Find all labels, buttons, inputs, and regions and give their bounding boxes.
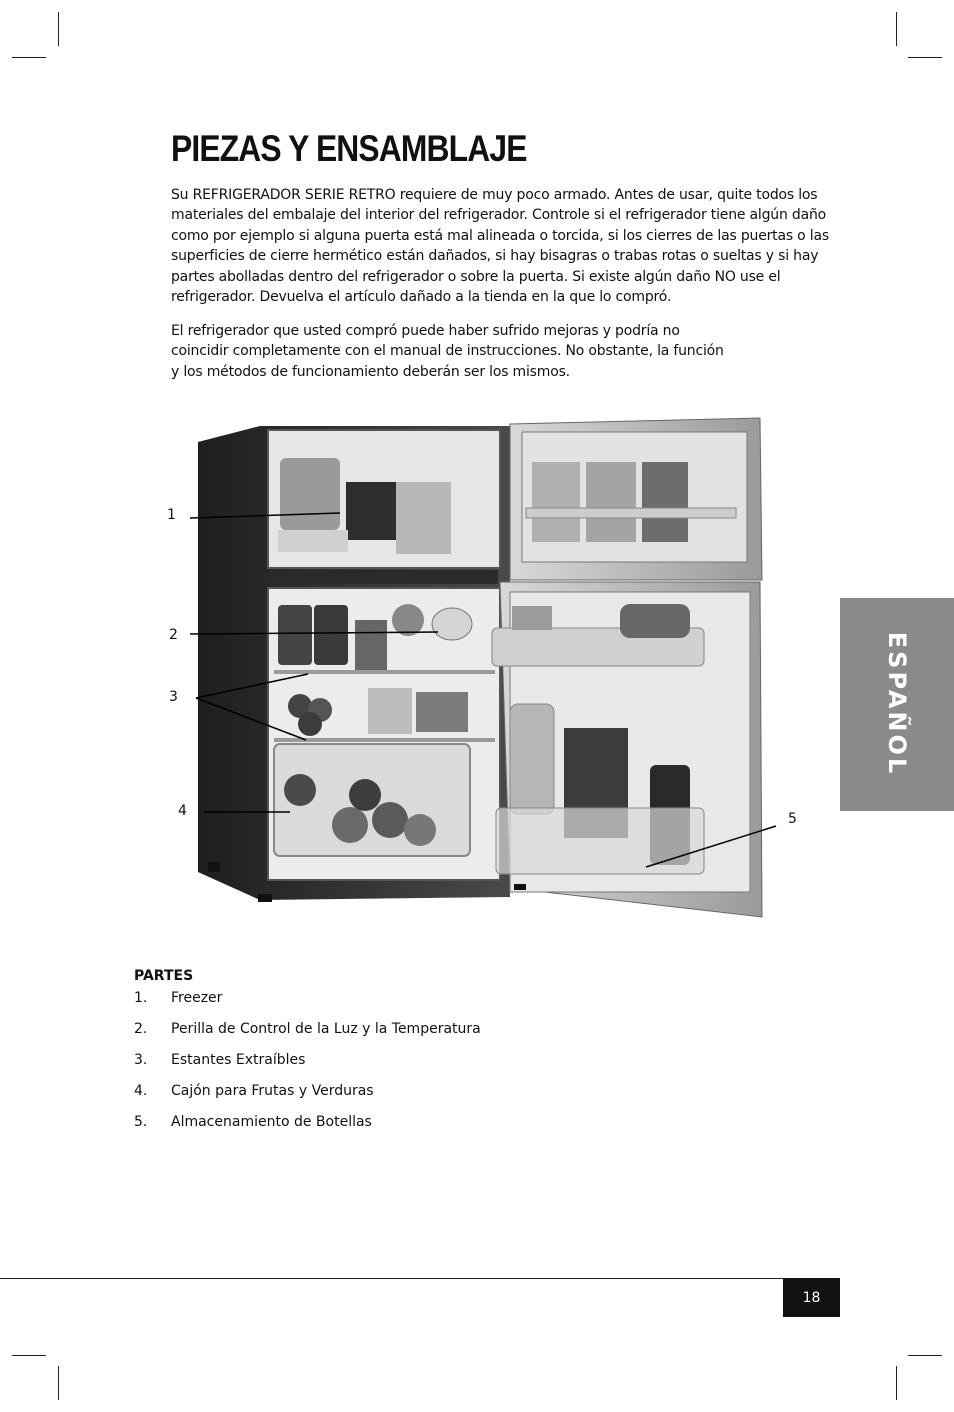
crop-mark	[58, 1366, 59, 1400]
list-item	[134, 1050, 634, 1081]
language-tab	[840, 598, 954, 811]
crop-mark	[896, 12, 897, 46]
crop-mark	[908, 1355, 942, 1356]
crop-mark	[12, 1355, 46, 1356]
item-number: 2.	[134, 1021, 148, 1037]
crop-mark	[908, 57, 942, 58]
parts-list	[134, 988, 634, 1143]
list-item	[134, 988, 634, 1019]
item-number: 1.	[134, 990, 148, 1006]
item-label: Estantes Extraíbles	[171, 1052, 306, 1068]
list-item	[134, 1112, 634, 1143]
crop-mark	[12, 57, 46, 58]
page-number: 18	[783, 1278, 840, 1317]
page-title: PIEZAS Y ENSAMBLAJE	[171, 128, 527, 169]
language-tab-label: ESPAÑOL	[883, 631, 911, 777]
callout-3-label: 3	[169, 689, 178, 705]
callout-1-label: 1	[167, 507, 176, 523]
crop-mark	[58, 12, 59, 46]
item-label: Almacenamiento de Botellas	[171, 1114, 372, 1130]
item-number: 3.	[134, 1052, 148, 1068]
item-label: Cajón para Frutas y Verduras	[171, 1083, 374, 1099]
callout-4-label: 4	[178, 803, 187, 819]
item-label: Perilla de Control de la Luz y la Temperatura	[171, 1021, 481, 1037]
refrigerator-illustration	[150, 410, 830, 920]
footer-rule	[0, 1278, 840, 1279]
crop-mark	[896, 1366, 897, 1400]
refrigerator-drawing	[150, 410, 830, 920]
item-label: Freezer	[171, 990, 223, 1006]
parts-heading: PARTES	[134, 968, 194, 984]
list-item	[134, 1019, 634, 1050]
item-number: 4.	[134, 1083, 148, 1099]
list-item	[134, 1081, 634, 1112]
callout-5-label: 5	[788, 811, 797, 827]
item-number: 5.	[134, 1114, 148, 1130]
callout-2-label: 2	[169, 627, 178, 643]
notice-paragraph: El refrigerador que usted compró puede haber sufrido mejoras y podría no coincidir completamente con el manual de instrucciones. No obstante, la función y los métodos de funcionamiento deberán ser los mismos.	[171, 323, 724, 380]
intro-paragraph: Su REFRIGERADOR SERIE RETRO requiere de muy poco armado. Antes de usar, quite todos los materiales del embalaje del interior del refrigerador. Controle si el refrigerador tiene algún daño como por ejemplo si alguna puerta está mal alineada o torcida, si los cierres de las puertas o las superficies de cierre hermético están dañados, si hay bisagras o trabas rotas o sueltas y si hay partes abolladas dentro del refrigerador o sobre la puerta. Si existe algún daño NO use el refrigerador. Devuelva el artículo dañado a la tienda en la que lo compró.	[171, 187, 829, 306]
